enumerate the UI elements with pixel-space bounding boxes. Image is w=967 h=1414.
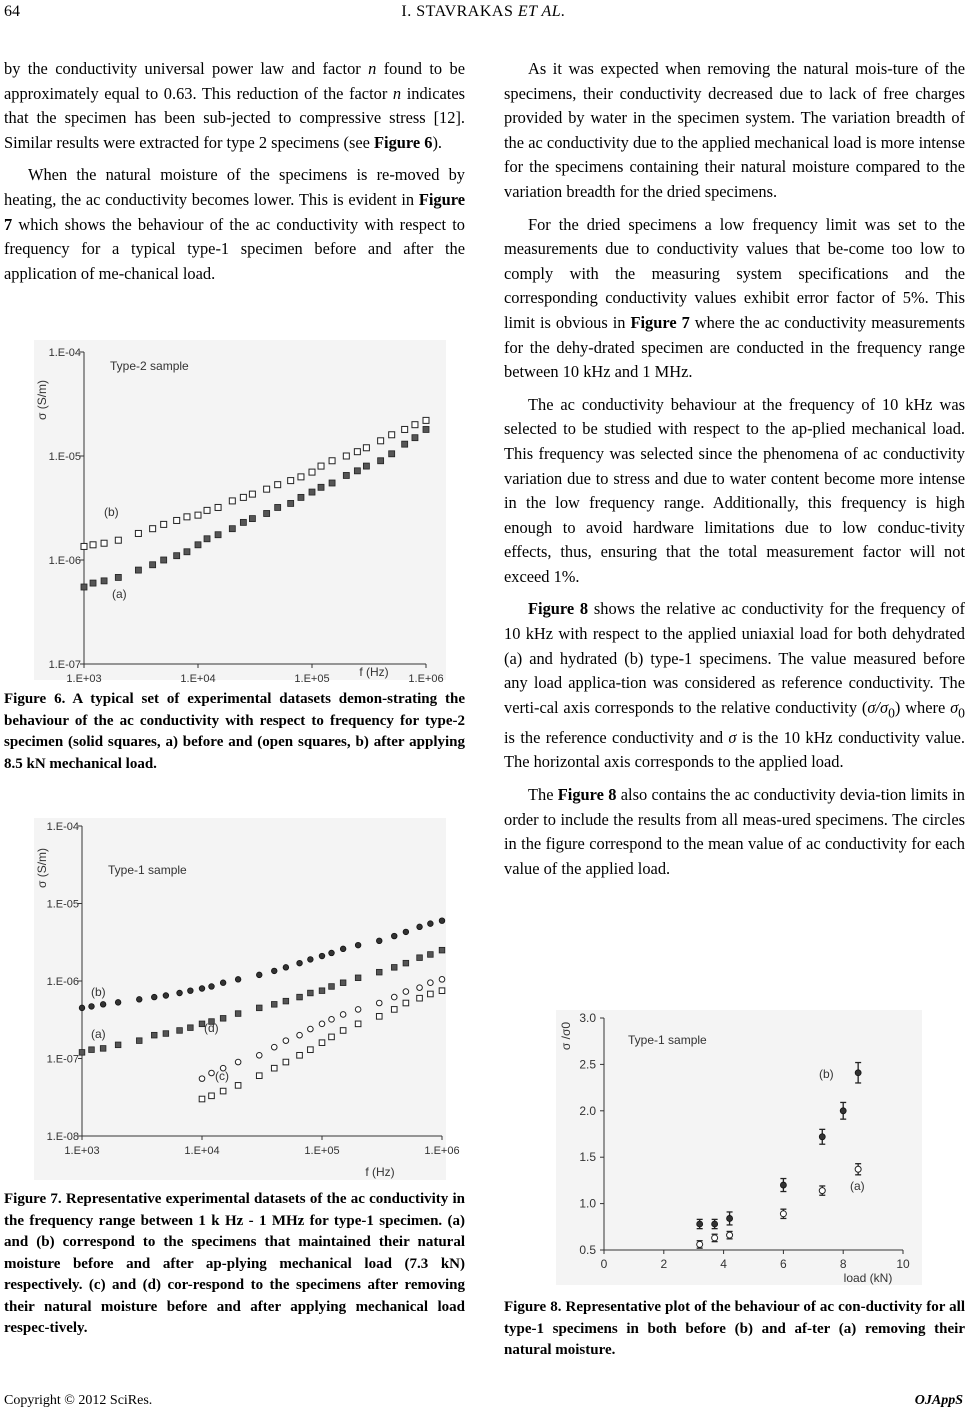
data-point bbox=[439, 918, 445, 924]
series-label: (a) bbox=[850, 1179, 865, 1193]
data-point bbox=[376, 1000, 382, 1006]
data-point bbox=[199, 1076, 205, 1082]
series-label: (b) bbox=[819, 1067, 834, 1081]
data-point bbox=[229, 526, 235, 532]
data-point bbox=[271, 1044, 277, 1050]
x-tick-label: 10 bbox=[896, 1257, 910, 1271]
data-point bbox=[376, 1014, 382, 1020]
data-point bbox=[135, 530, 141, 536]
data-point bbox=[89, 1004, 95, 1010]
data-point bbox=[220, 1088, 226, 1094]
data-point bbox=[417, 924, 423, 930]
data-point bbox=[355, 1007, 361, 1013]
y-tick-label: 1.E-07 bbox=[46, 1053, 79, 1066]
data-point bbox=[161, 557, 167, 563]
data-point bbox=[297, 1052, 303, 1058]
data-point bbox=[151, 1032, 157, 1038]
data-point bbox=[340, 1028, 346, 1034]
figure-7 bbox=[34, 818, 460, 1180]
data-point bbox=[343, 472, 349, 478]
data-point bbox=[90, 580, 96, 586]
right-paragraph-1: As it was expected when removing the natural mois-ture of the specimens, their conductivity decreased due to lack of free charges provided by water in the specimen system. The variation breadth of the ac conductivity due to the applied mechanical load is more intense for the specimens containing their natural moisture compared to the variation breadth for the dried specimens. bbox=[504, 59, 965, 201]
data-point bbox=[403, 1000, 409, 1006]
data-point bbox=[161, 521, 167, 527]
data-point bbox=[100, 1002, 106, 1008]
data-point bbox=[204, 507, 210, 513]
data-point bbox=[215, 504, 221, 510]
data-point bbox=[855, 1166, 861, 1172]
x-tick-label: 4 bbox=[720, 1257, 727, 1271]
data-point bbox=[318, 463, 324, 469]
data-point bbox=[697, 1241, 703, 1247]
x-tick-label: 1.E+05 bbox=[294, 673, 330, 685]
data-point bbox=[177, 990, 183, 996]
x-axis-label: load (kN) bbox=[843, 1271, 893, 1285]
right-column-text bbox=[504, 57, 965, 889]
data-point bbox=[391, 994, 397, 1000]
data-point bbox=[308, 990, 314, 996]
figure-8-caption: Figure 8. Representative plot of the behaviour of ac con-ductivity for all type-1 specimens in both before (b) and af-ter (a) removing their natural moisture. bbox=[504, 1299, 965, 1358]
data-point bbox=[264, 510, 270, 516]
data-point bbox=[151, 994, 157, 1000]
data-point bbox=[184, 514, 190, 520]
y-tick-label: 1.5 bbox=[579, 1150, 596, 1165]
data-point bbox=[163, 993, 169, 999]
series-label: (a) bbox=[112, 587, 127, 601]
data-point bbox=[318, 484, 324, 490]
right-paragraph-2: For the dried specimens a low frequency limit was set to the measurements due to conductivity values that be-come too low to comply with the measuring system specifications and the corresponding conductivity values exhibit error factor of 5%. This limit is obvious in Figure 7 where the ac conductivity measurements for the dehy-drated specimen are conducted in the frequency range between 10 kHz and 1 MHz. bbox=[504, 214, 965, 382]
data-point bbox=[727, 1215, 733, 1221]
data-point bbox=[204, 536, 210, 542]
data-point bbox=[297, 1032, 303, 1038]
chart-title: Type-1 sample bbox=[628, 1033, 707, 1047]
data-point bbox=[249, 491, 255, 497]
data-point bbox=[439, 947, 445, 953]
data-point bbox=[319, 1040, 325, 1046]
data-point bbox=[329, 480, 335, 486]
data-point bbox=[402, 441, 408, 447]
y-axis-label: σ (S/m) bbox=[35, 379, 49, 421]
data-point bbox=[308, 957, 314, 963]
data-point bbox=[264, 486, 270, 492]
y-tick-label: 2.0 bbox=[579, 1103, 596, 1118]
page-header bbox=[0, 0, 967, 30]
y-tick-label: 1.E-05 bbox=[46, 898, 79, 911]
data-point bbox=[428, 980, 434, 986]
data-point bbox=[288, 500, 294, 506]
data-point bbox=[840, 1108, 846, 1114]
data-point bbox=[439, 988, 445, 994]
data-point bbox=[329, 1034, 335, 1040]
data-point bbox=[428, 921, 434, 927]
data-point bbox=[235, 1059, 241, 1065]
y-tick-label: 1.E-04 bbox=[48, 347, 81, 359]
x-tick-label: 2 bbox=[660, 1257, 668, 1271]
figure-8-chart bbox=[556, 1010, 922, 1285]
y-axis-label: σ (S/m) bbox=[35, 847, 49, 889]
x-axis-label: f (Hz) bbox=[359, 665, 389, 679]
data-point bbox=[283, 1038, 289, 1044]
left-paragraph-2: When the natural moisture of the specimens is re-moved by heating, the ac conductivity becomes lower. This is evident in Figure 7 which shows the behaviour of the ac conductivity with respect to frequency for a typical type-1 specimen before and after the application of me-chanical load. bbox=[4, 165, 465, 283]
y-tick-label: 1.E-06 bbox=[46, 976, 79, 988]
data-point bbox=[819, 1188, 825, 1194]
right-paragraph-3: The ac conductivity behaviour at the frequency of 10 kHz was selected to be studied with respect to the ap-plied mechanical load. This frequency was selected since the phenomena of ac conductivity variation due to stress and due to water content become more intense in the low frequency range. Additionally, this frequency is high enough to avoid hardware limitations due to low conduc-tivity effects, thus, ensuring that the total measurement factor will not exceed 1%. bbox=[504, 394, 965, 586]
chart-title: Type-2 sample bbox=[110, 359, 189, 373]
x-tick-label: 1.E+04 bbox=[180, 673, 216, 685]
data-point bbox=[283, 998, 289, 1004]
data-point bbox=[271, 1065, 277, 1071]
figure-8 bbox=[556, 1010, 922, 1285]
y-tick-label: 1.E-06 bbox=[48, 555, 81, 567]
data-point bbox=[423, 426, 429, 432]
data-point bbox=[712, 1235, 718, 1241]
data-point bbox=[81, 584, 87, 590]
data-point bbox=[355, 942, 361, 948]
data-point bbox=[188, 1025, 194, 1031]
data-point bbox=[150, 562, 156, 568]
data-point bbox=[90, 542, 96, 548]
figure-7-chart bbox=[34, 818, 460, 1180]
data-point bbox=[308, 1047, 314, 1053]
data-point bbox=[712, 1221, 718, 1227]
data-point bbox=[376, 969, 382, 975]
x-tick-label: 0 bbox=[600, 1257, 608, 1271]
y-tick-label: 1.E-07 bbox=[48, 659, 81, 671]
data-point bbox=[780, 1211, 786, 1217]
data-point bbox=[329, 950, 335, 956]
data-point bbox=[136, 997, 142, 1003]
series-label: (d) bbox=[204, 1021, 219, 1035]
data-point bbox=[240, 519, 246, 525]
data-point bbox=[319, 953, 325, 959]
data-point bbox=[256, 1005, 262, 1011]
data-point bbox=[340, 946, 346, 952]
data-point bbox=[188, 988, 194, 994]
journal-footer: OJAppS bbox=[914, 1393, 963, 1408]
data-point bbox=[363, 445, 369, 451]
data-point bbox=[89, 1047, 95, 1053]
data-point bbox=[115, 537, 121, 543]
data-point bbox=[199, 1096, 205, 1102]
x-tick-label: 6 bbox=[780, 1257, 787, 1271]
x-tick-label: 1.E+03 bbox=[64, 1145, 100, 1157]
data-point bbox=[209, 1093, 215, 1099]
figure-6 bbox=[34, 340, 446, 685]
data-point bbox=[163, 1031, 169, 1037]
right-paragraph-4: Figure 8 shows the relative ac conductivity for the frequency of 10 kHz with respect to the applied uniaxial load for both dehydrated (a) and hydrated (b) type-1 specimens. The value measured before any load applica-tion was considered as reference conductivity. The verti-cal axis corresponds to the relative conductivity $(\sigma/\sigma_0)$ where $\sigma_0$ is the reference conductivity and σ is the 10 kHz conductivity value. The horizontal axis corresponds to the applied load. bbox=[504, 599, 965, 772]
data-point bbox=[355, 1021, 361, 1027]
data-point bbox=[150, 526, 156, 532]
data-point bbox=[209, 984, 215, 990]
data-point bbox=[319, 1021, 325, 1027]
data-point bbox=[275, 504, 281, 510]
data-point bbox=[402, 426, 408, 432]
data-point bbox=[363, 463, 369, 469]
data-point bbox=[271, 1002, 277, 1008]
data-point bbox=[329, 458, 335, 464]
data-point bbox=[391, 1007, 397, 1013]
data-point bbox=[229, 498, 235, 504]
data-point bbox=[100, 1046, 106, 1052]
data-point bbox=[215, 532, 221, 538]
data-point bbox=[417, 985, 423, 991]
data-point bbox=[101, 578, 107, 584]
chart-title: Type-1 sample bbox=[108, 863, 187, 877]
x-axis-label: f (Hz) bbox=[365, 1165, 395, 1179]
data-point bbox=[271, 968, 277, 974]
data-point bbox=[329, 984, 335, 990]
running-authors: I. STAVRAKAS ET AL. bbox=[401, 3, 566, 20]
data-point bbox=[403, 929, 409, 935]
data-point bbox=[403, 989, 409, 995]
data-point bbox=[220, 980, 226, 986]
data-point bbox=[417, 955, 423, 961]
data-point bbox=[355, 975, 361, 981]
data-point bbox=[403, 960, 409, 966]
data-point bbox=[297, 994, 303, 1000]
data-point bbox=[423, 417, 429, 423]
data-point bbox=[309, 489, 315, 495]
data-point bbox=[340, 1012, 346, 1018]
left-column-text bbox=[4, 57, 465, 294]
data-point bbox=[417, 995, 423, 1001]
data-point bbox=[412, 435, 418, 441]
data-point bbox=[101, 540, 107, 546]
y-tick-label: 0.5 bbox=[579, 1243, 596, 1257]
y-tick-label: 3.0 bbox=[579, 1011, 596, 1025]
data-point bbox=[428, 952, 434, 958]
y-tick-label: 1.0 bbox=[579, 1196, 596, 1211]
data-point bbox=[389, 432, 395, 438]
data-point bbox=[308, 1026, 314, 1032]
data-point bbox=[235, 1083, 241, 1089]
data-point bbox=[184, 549, 190, 555]
data-point bbox=[697, 1221, 703, 1227]
data-point bbox=[256, 1073, 262, 1079]
data-point bbox=[195, 542, 201, 548]
data-point bbox=[81, 543, 87, 549]
series-label: (b) bbox=[91, 985, 106, 999]
data-point bbox=[177, 1028, 183, 1034]
data-point bbox=[298, 474, 304, 480]
data-point bbox=[343, 453, 349, 459]
data-point bbox=[329, 1017, 335, 1023]
data-point bbox=[115, 1000, 121, 1006]
y-tick-label: 1.E-08 bbox=[46, 1131, 79, 1143]
data-point bbox=[220, 1016, 226, 1022]
x-tick-label: 1.E+03 bbox=[66, 673, 102, 685]
data-point bbox=[428, 991, 434, 997]
series-label: (b) bbox=[104, 505, 119, 519]
y-tick-label: 1.E-05 bbox=[48, 451, 81, 463]
data-point bbox=[389, 451, 395, 457]
x-tick-label: 1.E+04 bbox=[184, 1145, 220, 1157]
data-point bbox=[376, 938, 382, 944]
x-tick-label: 1.E+06 bbox=[424, 1145, 460, 1157]
data-point bbox=[115, 574, 121, 580]
left-paragraph-1: by the conductivity universal power law and factor n found to be approximately equal to 0.63. This reduction of the factor n indicates that the specimen has been sub-jected to compressive stress [12]. Similar results were extracted for type 2 specimens (see Figure 6). bbox=[4, 59, 465, 152]
data-point bbox=[298, 494, 304, 500]
figure-6-chart bbox=[34, 340, 446, 685]
data-point bbox=[340, 980, 346, 986]
data-point bbox=[174, 553, 180, 559]
series-label: (a) bbox=[91, 1027, 106, 1041]
data-point bbox=[209, 1070, 215, 1076]
data-point bbox=[256, 972, 262, 978]
y-axis-label: σ /σ0 bbox=[559, 1021, 573, 1051]
data-point bbox=[283, 965, 289, 971]
data-point bbox=[780, 1182, 786, 1188]
data-point bbox=[136, 1038, 142, 1044]
x-tick-label: 1.E+05 bbox=[304, 1145, 340, 1157]
data-point bbox=[412, 422, 418, 428]
data-point bbox=[199, 986, 205, 992]
data-point bbox=[115, 1042, 121, 1048]
series-label: (c) bbox=[215, 1069, 229, 1083]
data-point bbox=[378, 458, 384, 464]
data-point bbox=[283, 1059, 289, 1065]
data-point bbox=[309, 469, 315, 475]
data-point bbox=[819, 1134, 825, 1140]
page-number: 64 bbox=[4, 3, 20, 20]
data-point bbox=[378, 438, 384, 444]
right-paragraph-5: The Figure 8 also contains the ac conductivity devia-tion limits in order to include the results from all meas-ured specimens. The circles in the figure correspond to the mean value of ac conductivity for each value of the applied load. bbox=[504, 784, 965, 878]
y-tick-label: 1.E-04 bbox=[46, 821, 79, 833]
data-point bbox=[79, 1005, 85, 1011]
data-point bbox=[79, 1050, 85, 1056]
x-tick-label: 8 bbox=[839, 1257, 847, 1271]
x-tick-label: 1.E+06 bbox=[408, 673, 444, 685]
data-point bbox=[256, 1052, 262, 1058]
data-point bbox=[249, 516, 255, 522]
data-point bbox=[240, 494, 246, 500]
data-point bbox=[195, 512, 201, 518]
data-point bbox=[235, 977, 241, 983]
data-point bbox=[391, 933, 397, 939]
data-point bbox=[354, 468, 360, 474]
data-point bbox=[135, 567, 141, 573]
data-point bbox=[855, 1070, 861, 1076]
copyright-footer: Copyright © 2012 SciRes. bbox=[4, 1393, 153, 1408]
data-point bbox=[297, 960, 303, 966]
data-point bbox=[391, 965, 397, 971]
data-point bbox=[439, 977, 445, 983]
data-point bbox=[319, 988, 325, 994]
y-tick-label: 2.5 bbox=[579, 1057, 596, 1072]
data-point bbox=[174, 517, 180, 523]
figure-7-caption: Figure 7. Representative experimental datasets of the ac conductivity in the frequency range between 1 k Hz - 1 MHz for type-1 specimen. (a) and (b) correspond to the specimens that maintained their natural moisture before and after ap-plying mechanical load (7.3 kN) respectively. (c) and (d) cor-respond to the specimens after removing their natural moisture before and after applying mechanical load respec-tively. bbox=[4, 1191, 465, 1336]
data-point bbox=[275, 482, 281, 488]
data-point bbox=[354, 449, 360, 455]
data-point bbox=[288, 478, 294, 484]
figure-6-caption: Figure 6. A typical set of experimental datasets demon-strating the behaviour of the ac conductivity with respect to frequency for type-2 specimen (solid squares, a) before and (open squares, b) after applying 8.5 kN mechanical load. bbox=[4, 691, 465, 772]
data-point bbox=[235, 1011, 241, 1017]
data-point bbox=[727, 1232, 733, 1238]
